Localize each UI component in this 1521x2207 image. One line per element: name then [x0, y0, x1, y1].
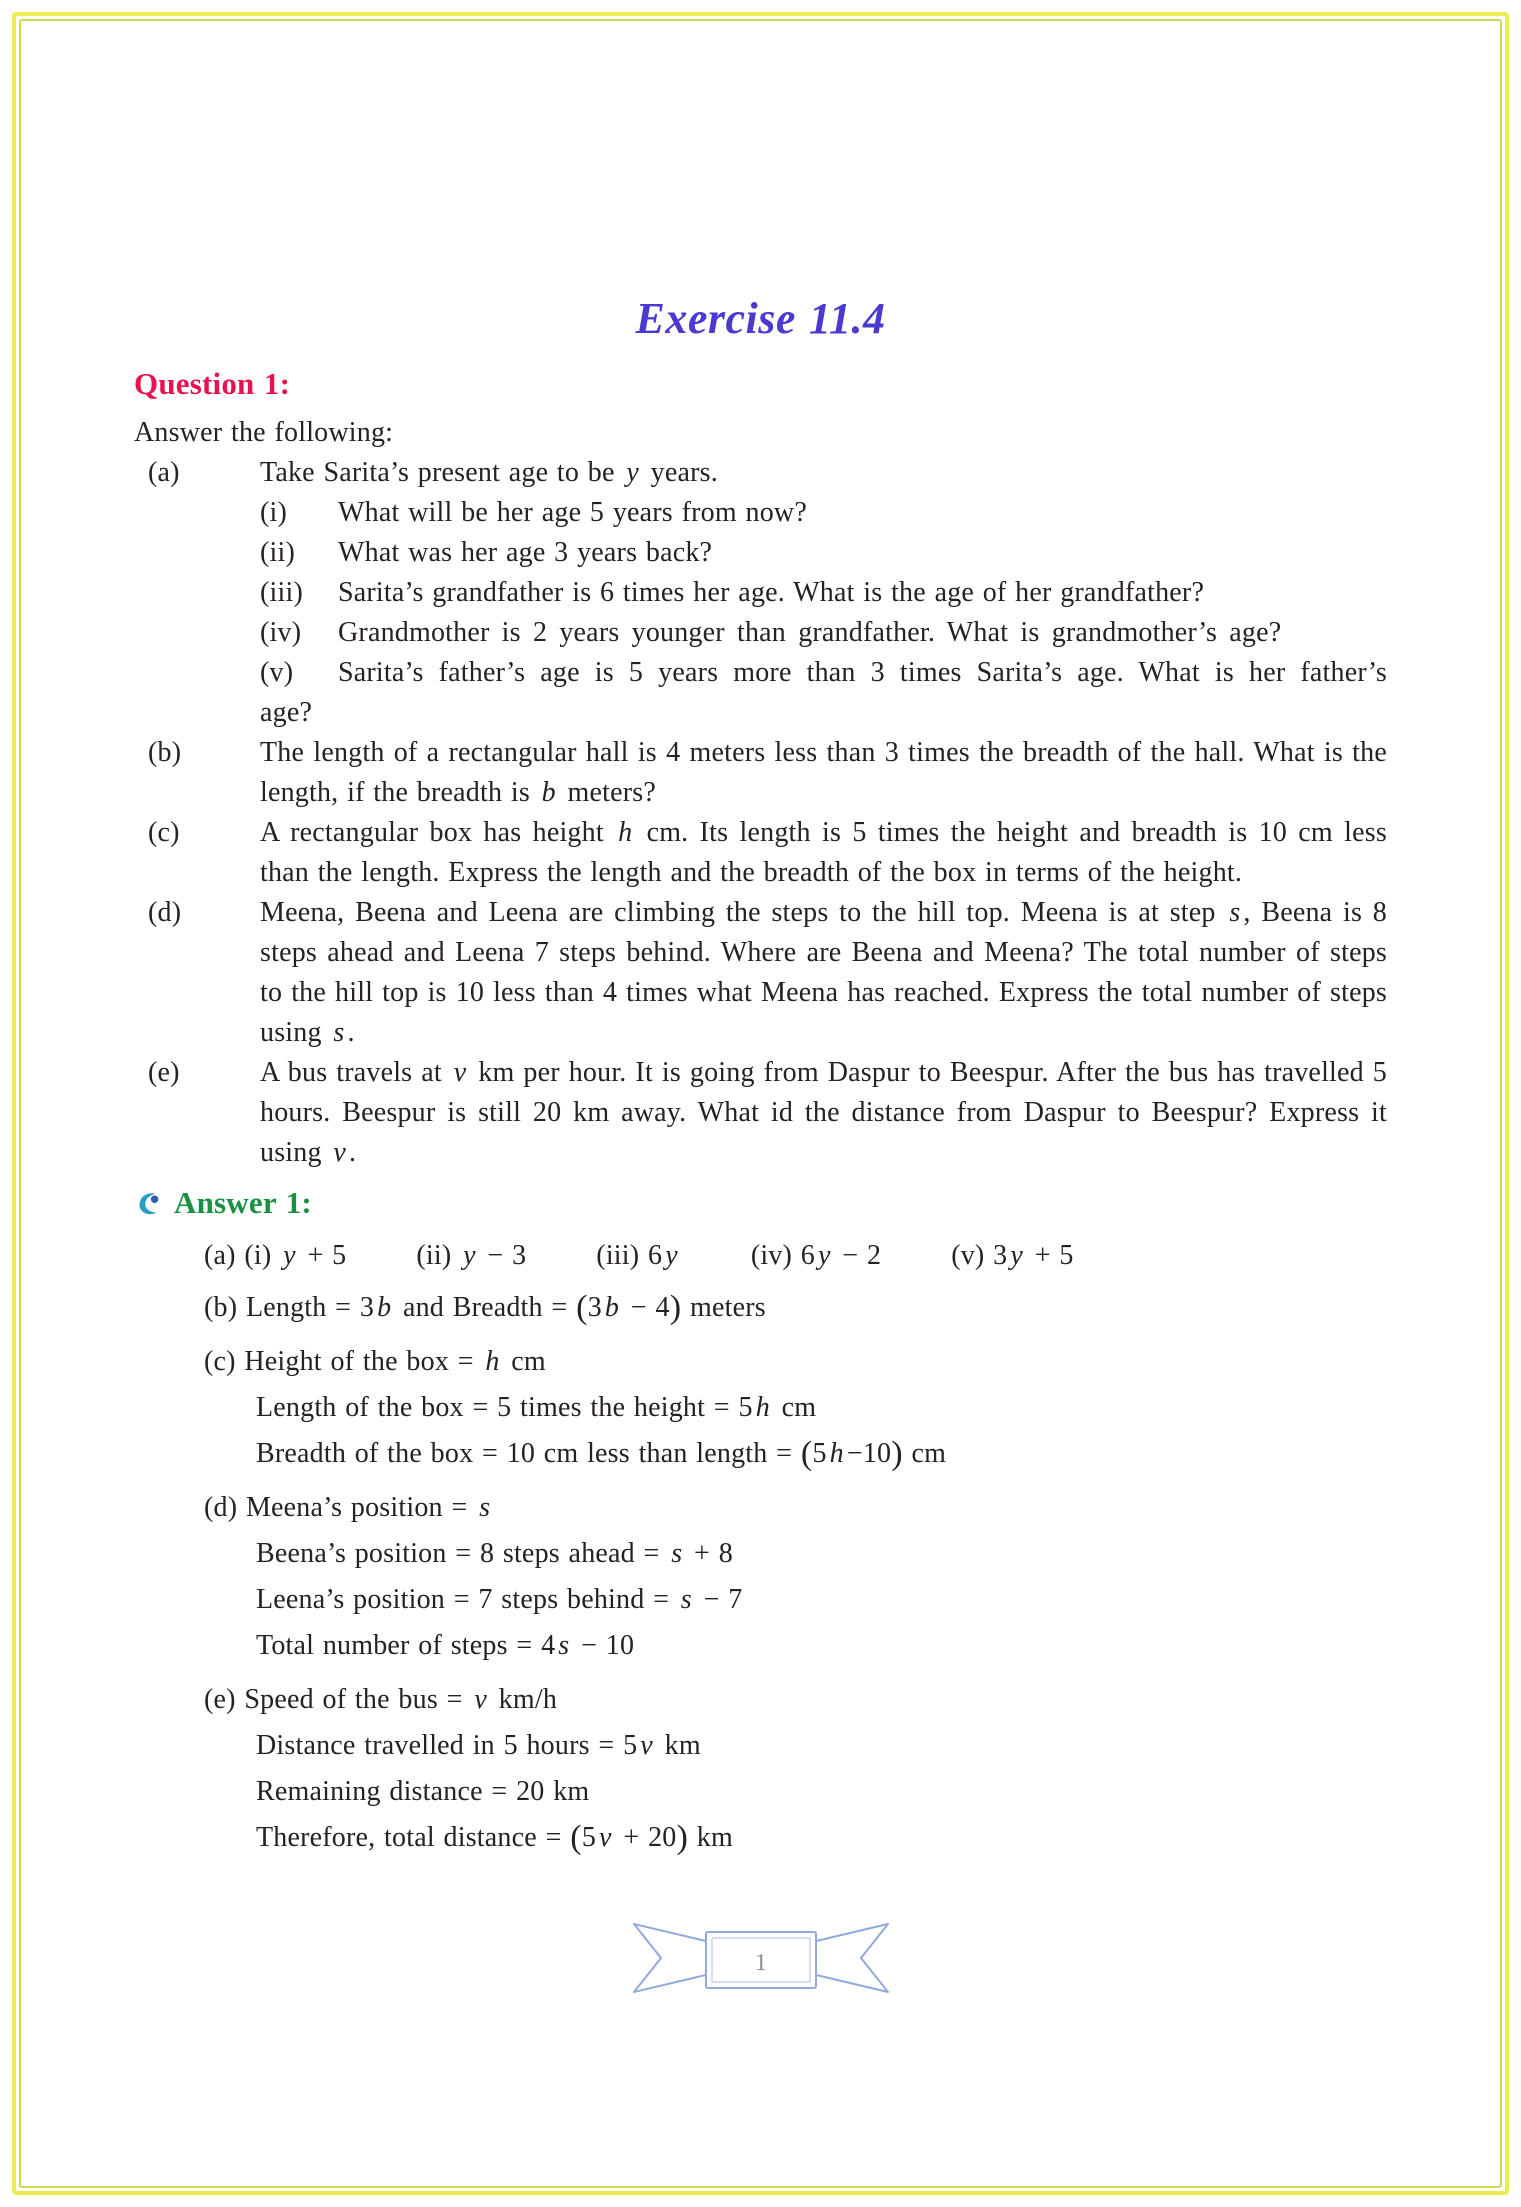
question-subitem-i-label: (i): [260, 497, 288, 528]
question-subitem-ii: [260, 533, 1387, 573]
answer-a-part-ii: (ii) y − 3: [416, 1240, 527, 1271]
answer-item-d: [204, 1485, 1387, 1669]
answer-c-line-3: Breadth of the box = 10 cm less than length = (5 h −10) cm: [256, 1435, 947, 1472]
ribbon-right-tail: [812, 1924, 888, 1992]
question-item-e-label: (e): [148, 1057, 180, 1088]
answer-a-part-i: (a) (i) y + 5: [204, 1240, 347, 1271]
page-number-banner: [606, 1917, 916, 2003]
question-item-b-text: The length of a rectangular hall is 4 meters less than 3 times the breadth of the hall. What is the length, if the breadth is b meters?: [260, 737, 1387, 808]
question-item-d: [148, 893, 1387, 1053]
question-subitem-v-label: (v): [260, 657, 294, 688]
answer-heading-label: Answer 1:: [174, 1185, 312, 1220]
question-subitem-iii: [260, 573, 1387, 613]
question-subitem-iii-text: Sarita’s grandfather is 6 times her age. What is the age of her grandfather?: [338, 577, 1205, 608]
answer-item-c: [204, 1339, 1387, 1477]
page-number: 1: [754, 1950, 767, 1976]
question-subitem-ii-text: What was her age 3 years back?: [338, 537, 713, 568]
question-item-b: [148, 733, 1387, 813]
question-item-e-text: A bus travels at v km per hour. It is going from Daspur to Beespur. After the bus has travelled 5 hours. Beespur is still 20 km away. What id the distance from Daspur to Beespur? Express it using v .: [260, 1057, 1387, 1168]
page-footer: [134, 1917, 1387, 2003]
question-item-a-label: (a): [148, 457, 180, 488]
answer-item-a: [204, 1233, 1387, 1279]
question-subitem-iv-text: Grandmother is 2 years younger than grandfather. What is grandmother’s age?: [338, 617, 1282, 648]
answer-a-part-iv: (iv) 6 y − 2: [750, 1240, 882, 1271]
answer-a-part-v: (v) 3 y + 5: [951, 1240, 1074, 1271]
exercise-title: Exercise 11.4: [635, 294, 886, 343]
question-subitem-ii-label: (ii): [260, 537, 296, 568]
answer-a-part-iii: (iii) 6 y: [596, 1240, 678, 1271]
answer-item-b: [204, 1285, 1387, 1331]
question-subitem-v-text: Sarita’s father’s age is 5 years more than 3 times Sarita’s age. What is her father’s age?: [260, 657, 1387, 728]
question-item-e: [148, 1053, 1387, 1173]
answer-d-line-3: Leena’s position = 7 steps behind = s − 7: [256, 1584, 743, 1615]
question-item-c-text: A rectangular box has height h cm. Its length is 5 times the height and breadth is 10 cm less than the length. Express the length and the breadth of the box in terms of the height.: [260, 817, 1387, 888]
question-item-c-label: (c): [148, 817, 180, 848]
question-item-b-label: (b): [148, 737, 182, 768]
question-item-c: [148, 813, 1387, 893]
answer-e-line-3: Remaining distance = 20 km: [256, 1776, 590, 1807]
question-subitem-i: [260, 493, 1387, 533]
question-intro: Answer the following:: [134, 417, 394, 448]
question-subitem-iv-label: (iv): [260, 617, 302, 648]
question-item-d-text: Meena, Beena and Leena are climbing the steps to the hill top. Meena is at step s , Beena is 8 steps ahead and Leena 7 steps behind. Where are Beena and Meena? The total number of steps to the hill top is 10 less than 4 times what Meena has reached. Express the total number of steps using s .: [260, 897, 1387, 1048]
question-heading: Question 1:: [134, 366, 291, 401]
answer-d-line-4: Total number of steps = 4 s − 10: [256, 1630, 635, 1661]
answer-b-line-1: (b) Length = 3 b and Breadth = (3 b − 4) meters: [204, 1289, 766, 1326]
question-subitem-i-text: What will be her age 5 years from now?: [338, 497, 807, 528]
answer-e-line-4: Therefore, total distance = (5 v + 20) km: [256, 1819, 733, 1856]
answer-d-line-2: Beena’s position = 8 steps ahead = s + 8: [256, 1538, 733, 1569]
ribbon-left-tail: [634, 1924, 710, 1992]
question-item-d-label: (d): [148, 897, 182, 928]
answer-e-line-2: Distance travelled in 5 hours = 5 v km: [256, 1730, 701, 1761]
answer-item-e: [204, 1677, 1387, 1861]
question-item-a: [148, 453, 1387, 493]
answer-d-line-1: (d) Meena’s position = s: [204, 1492, 491, 1523]
question-item-a-text: Take Sarita’s present age to be y years.: [260, 457, 718, 488]
brand-icon: [134, 1188, 164, 1218]
question-subitem-v: [260, 653, 1387, 733]
question-subitem-iii-label: (iii): [260, 577, 303, 608]
answer-c-line-1: (c) Height of the box = h cm: [204, 1346, 546, 1377]
answer-c-line-2: Length of the box = 5 times the height = 5 h cm: [256, 1392, 817, 1423]
answer-e-line-1: (e) Speed of the bus = v km/h: [204, 1684, 558, 1715]
answer-heading: [134, 1183, 1387, 1223]
question-subitem-iv: [260, 613, 1387, 653]
